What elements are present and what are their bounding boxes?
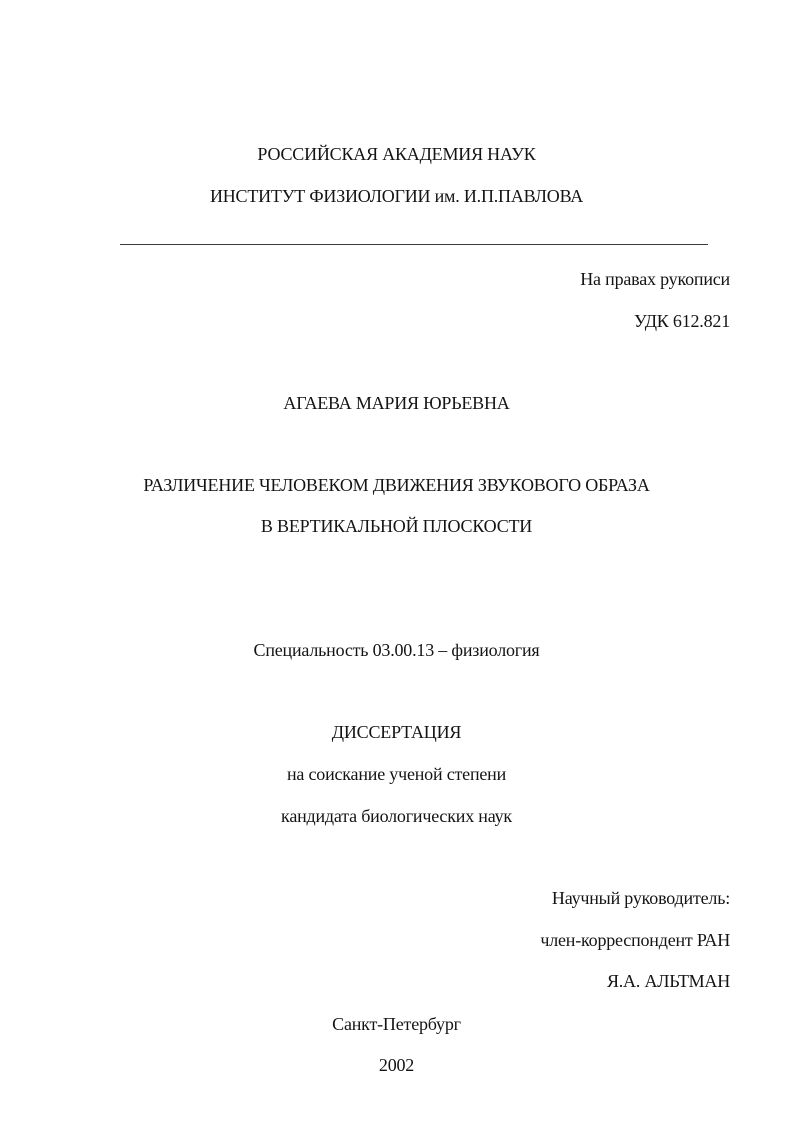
institute-name: ИНСТИТУТ ФИЗИОЛОГИИ им. И.П.ПАВЛОВА: [209, 186, 584, 206]
degree-line-1: на соискание ученой степени: [286, 764, 507, 784]
supervisor-label: Научный руководитель:: [551, 888, 730, 908]
year: 2002: [378, 1055, 415, 1075]
author-name: АГАЕВА МАРИЯ ЮРЬЕВНА: [283, 393, 510, 413]
dissertation-heading: ДИССЕРТАЦИЯ: [331, 722, 462, 742]
manuscript-rights: На правах рукописи: [580, 269, 730, 289]
degree-line-2: кандидата биологических наук: [281, 806, 512, 826]
udc-code: УДК 612.821: [633, 311, 730, 331]
header-divider: [120, 244, 708, 245]
city: Санкт-Петербург: [332, 1014, 461, 1034]
thesis-title-line-2: В ВЕРТИКАЛЬНОЙ ПЛОСКОСТИ: [260, 516, 533, 536]
thesis-title-line-1: РАЗЛИЧЕНИЕ ЧЕЛОВЕКОМ ДВИЖЕНИЯ ЗВУКОВОГО ОБРАЗА: [143, 475, 650, 495]
academy-name: РОССИЙСКАЯ АКАДЕМИЯ НАУК: [257, 144, 536, 164]
specialty: Специальность 03.00.13 – физиология: [253, 640, 540, 660]
supervisor-rank: член-корреспондент РАН: [540, 930, 730, 950]
supervisor-name: Я.А. АЛЬТМАН: [606, 971, 730, 991]
